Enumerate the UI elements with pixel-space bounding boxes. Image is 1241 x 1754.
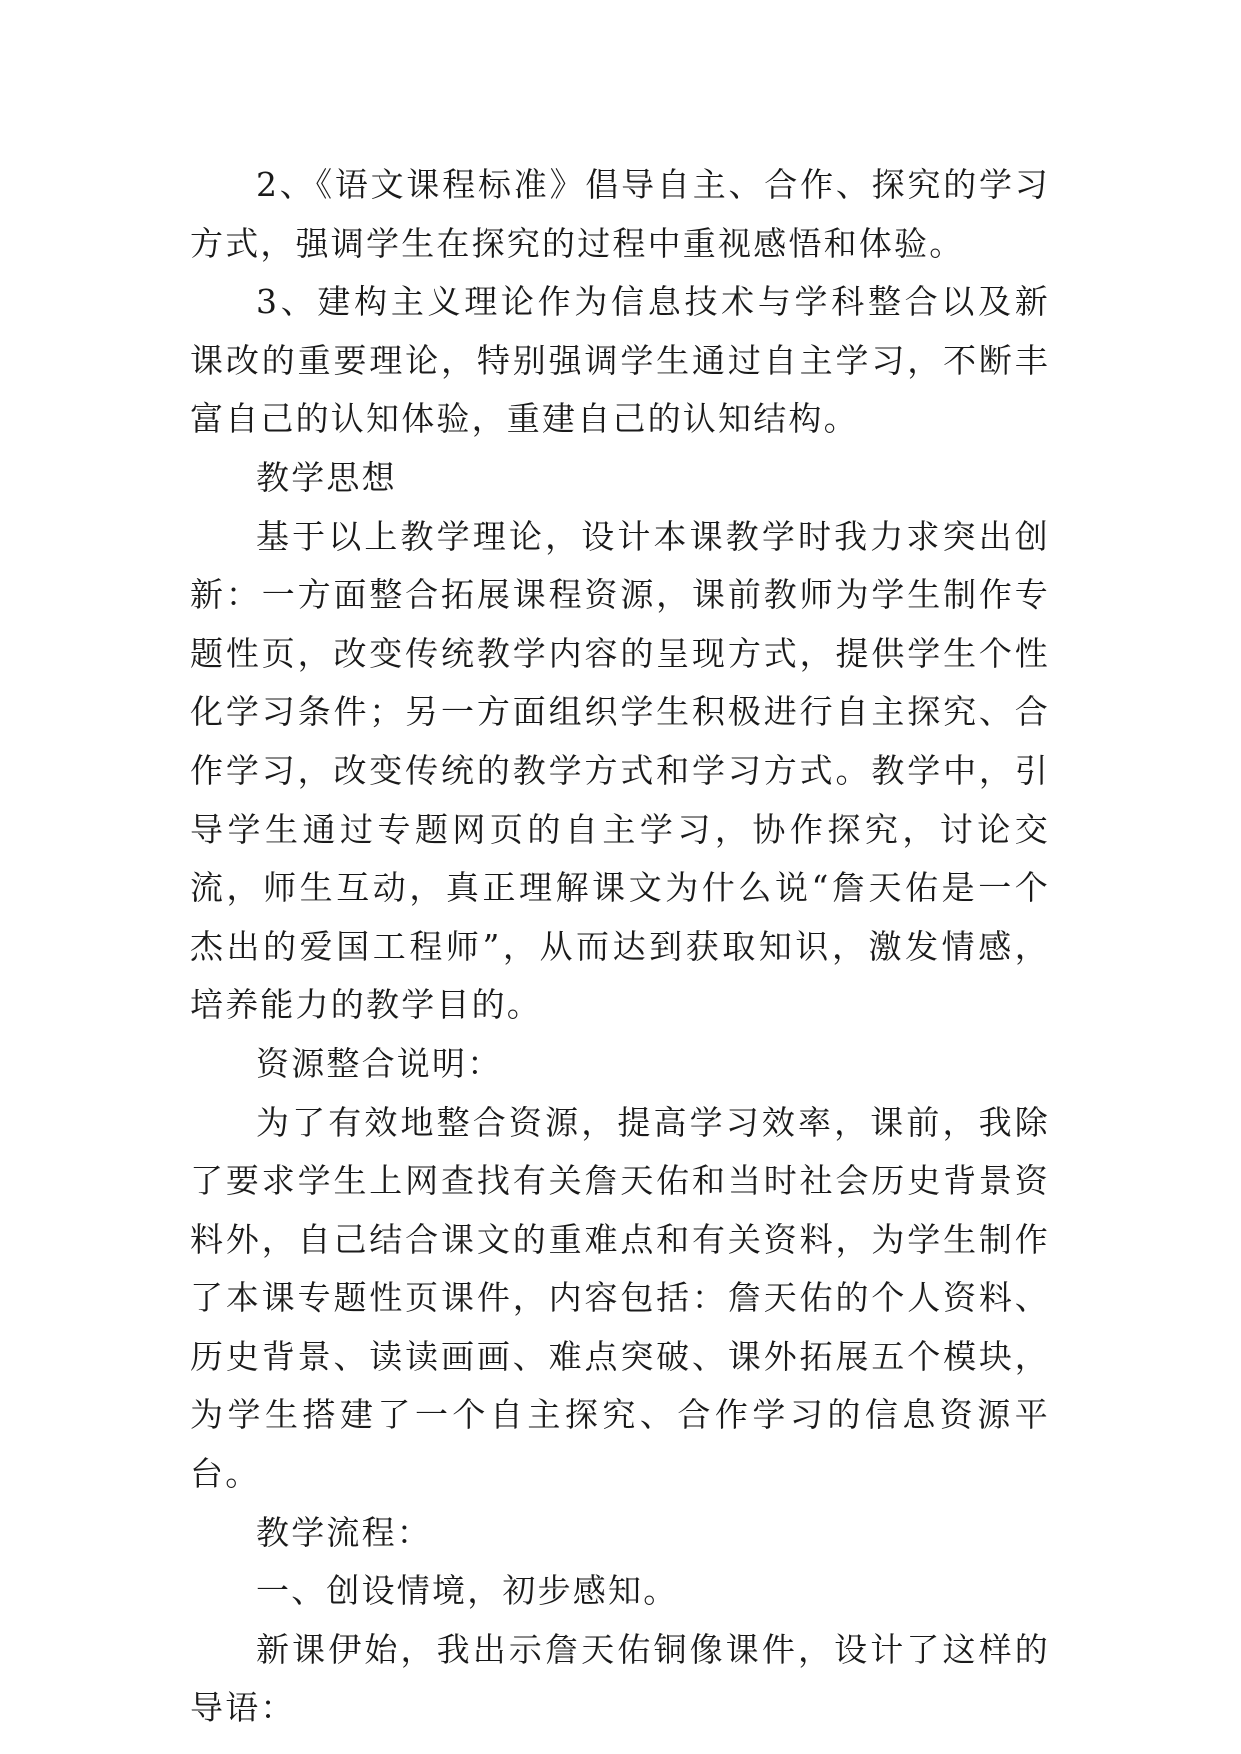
heading-teaching-process: 教学流程： (256, 1512, 432, 1552)
paragraph-teaching-philosophy: 基于以上教学理论，设计本课教学时我力求突出创新：一方面整合拓展课程资源，课前教师为学生制作专题性页，改变传统教学内容的呈现方式，提供学生个性化学习条件；另一方面组织学生积极进行自主探究、合作学习，改变传统的教学方式和学习方式。教学中，引导学生通过专题网页的自主学习，协作探究，讨论交流，师生互动，真正理解课文为什么说“詹天佑是一个杰出的爱国工程师”，从而达到获取知识，激发情感，培养能力的教学目的。 (190, 516, 1050, 1025)
paragraph-standard: 2、《语文课程标准》倡导自主、合作、探究的学习方式，强调学生在探究的过程中重视感悟和体验。 (190, 165, 1050, 263)
paragraph-resource-integration: 为了有效地整合资源，提高学习效率，课前，我除了要求学生上网查找有关詹天佑和当时社会历史背景资料外，自己结合课文的重难点和有关资料，为学生制作了本课专题性页课件，内容包括：詹天佑的个人资料、历史背景、读读画画、难点突破、课外拓展五个模块，为学生搭建了一个自主探究、合作学习的信息资源平台。 (190, 1102, 1050, 1494)
heading-teaching-philosophy: 教学思想 (256, 457, 397, 497)
document-body (190, 156, 1050, 1738)
heading-step-one: 一、创设情境，初步感知。 (256, 1571, 679, 1611)
paragraph-introduction: 新课伊始，我出示詹天佑铜像课件，设计了这样的导语： (190, 1629, 1050, 1728)
heading-resource-integration: 资源整合说明： (256, 1043, 503, 1083)
paragraph-constructivism: 3、建构主义理论作为信息技术与学科整合以及新课改的重要理论，特别强调学生通过自主学习，不断丰富自己的认知体验，重建自己的认知结构。 (190, 282, 1050, 439)
